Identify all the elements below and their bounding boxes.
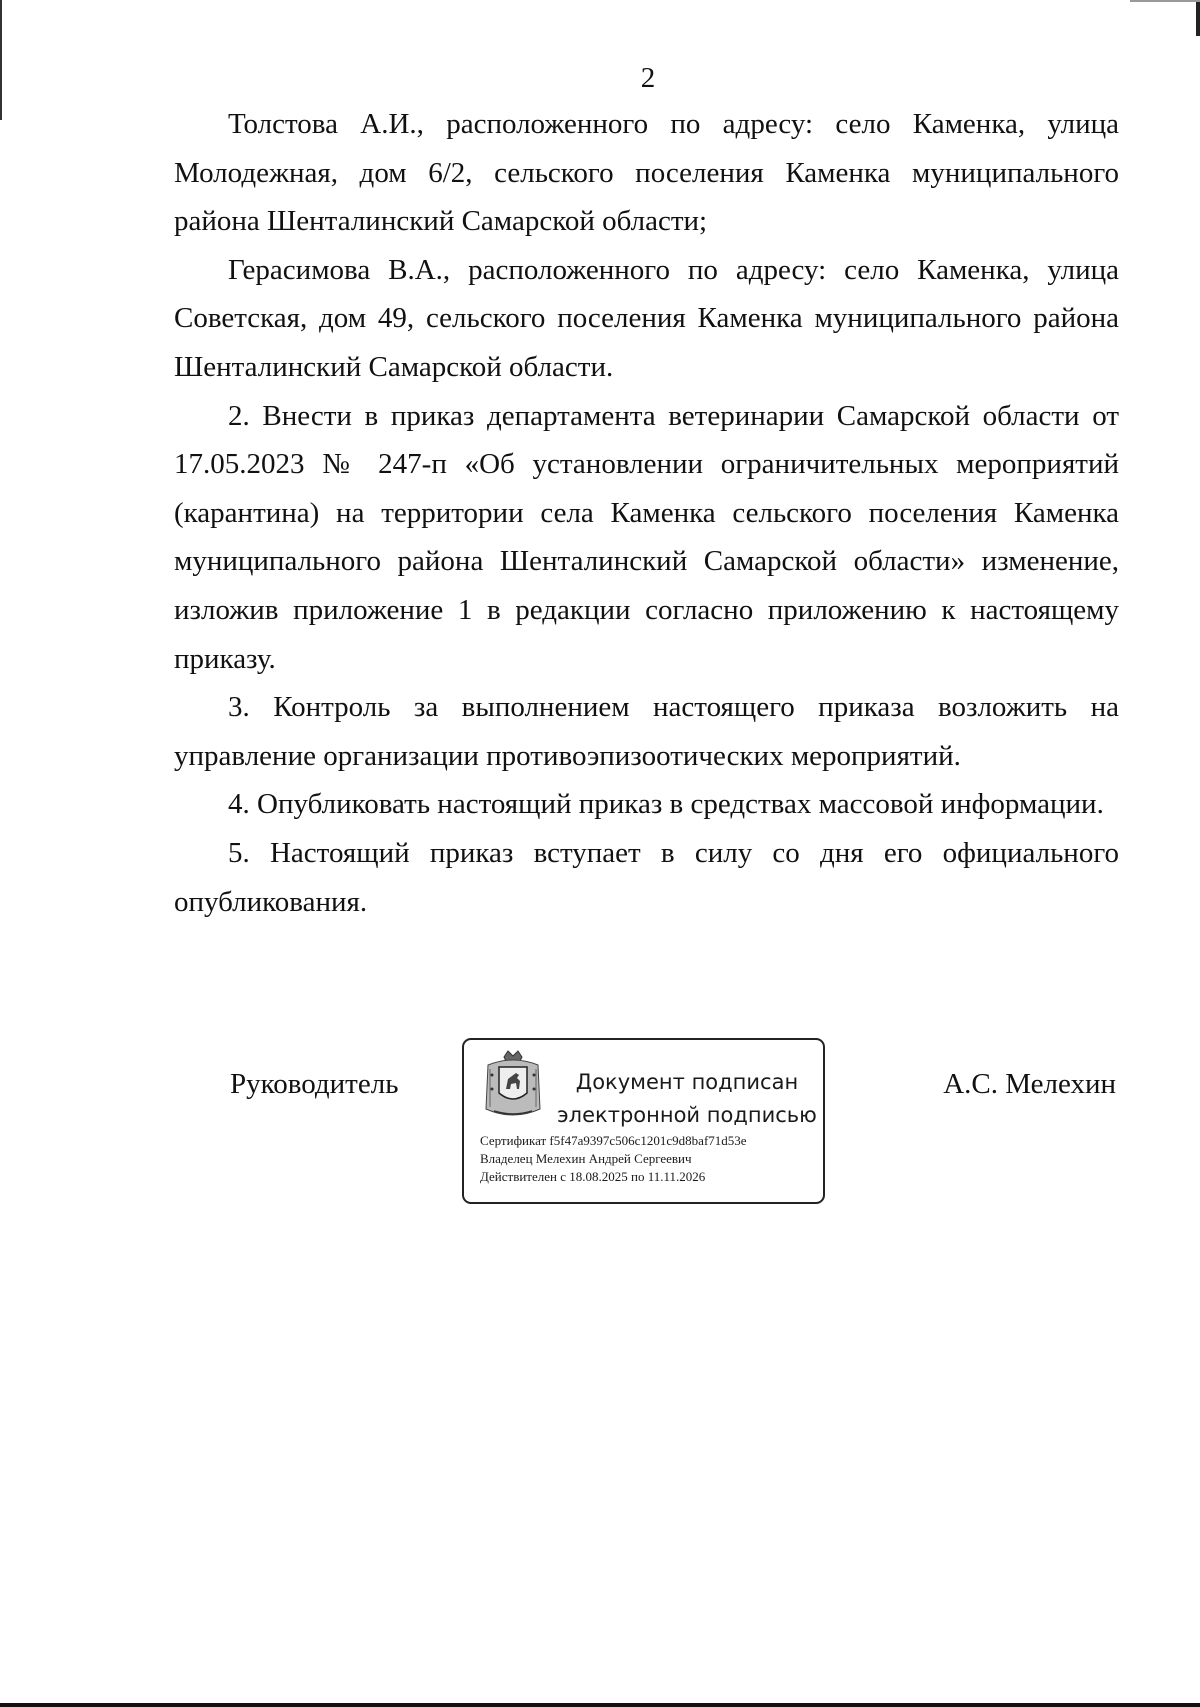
paragraph-gerasimov: Герасимова В.А., расположенного по адресу: село Каменка, улица Советская, дом 49, сельского поселения Каменка муниципального района Шенталинский Самарской области. — [174, 253, 1119, 383]
page-number: 2 — [640, 62, 656, 94]
stamp-certificate: Сертификат f5f47a9397c506c1201c9d8baf71d53e — [480, 1133, 747, 1148]
paragraph-item-3: 3. Контроль за выполнением настоящего приказа возложить на управление организации противоэпизоотических мероприятий. — [174, 691, 1119, 772]
stamp-details — [480, 1132, 747, 1186]
stamp-validity: Действителен с 18.08.2025 по 11.11.2026 — [480, 1169, 706, 1184]
paragraph-item-2: 2. Внести в приказ департамента ветеринарии Самарской области от 17.05.2023 № 247-п «Об установлении ограничительных мероприятий (карантина) на территории села Каменка сельского поселения Каменка муниципального района Шенталинский Самарской области» изменение, изложив приложение 1 в редакции согласно приложению к настоящему приказу. — [174, 399, 1119, 675]
electronic-signature-stamp — [462, 1038, 825, 1204]
stamp-title-line1: Документ подписан — [575, 1070, 799, 1094]
scan-edge-bottom — [0, 1703, 1200, 1707]
scan-edge-left — [0, 0, 2, 120]
paragraph-item-4: 4. Опубликовать настоящий приказ в средствах массовой информации. — [228, 788, 1104, 821]
scan-edge-right — [1196, 0, 1200, 36]
stamp-owner: Владелец Мелехин Андрей Сергеевич — [480, 1151, 692, 1166]
scan-edge-top-right — [1130, 0, 1200, 2]
stamp-title-line2: электронной подписью — [557, 1103, 817, 1127]
stamp-title — [556, 1066, 818, 1132]
signer-name: А.С. Мелехин — [943, 1068, 1116, 1100]
paragraph-item-5: 5. Настоящий приказ вступает в силу со дня его официального опубликования. — [174, 836, 1119, 918]
coat-of-arms-icon — [482, 1049, 544, 1121]
signer-role: Руководитель — [230, 1068, 399, 1100]
document-body — [174, 100, 1119, 926]
paragraph-tolstov: Толстова А.И., расположенного по адресу: село Каменка, улица Молодежная, дом 6/2, сельского поселения Каменка муниципального района Шенталинский Самарской области; — [174, 108, 1119, 238]
